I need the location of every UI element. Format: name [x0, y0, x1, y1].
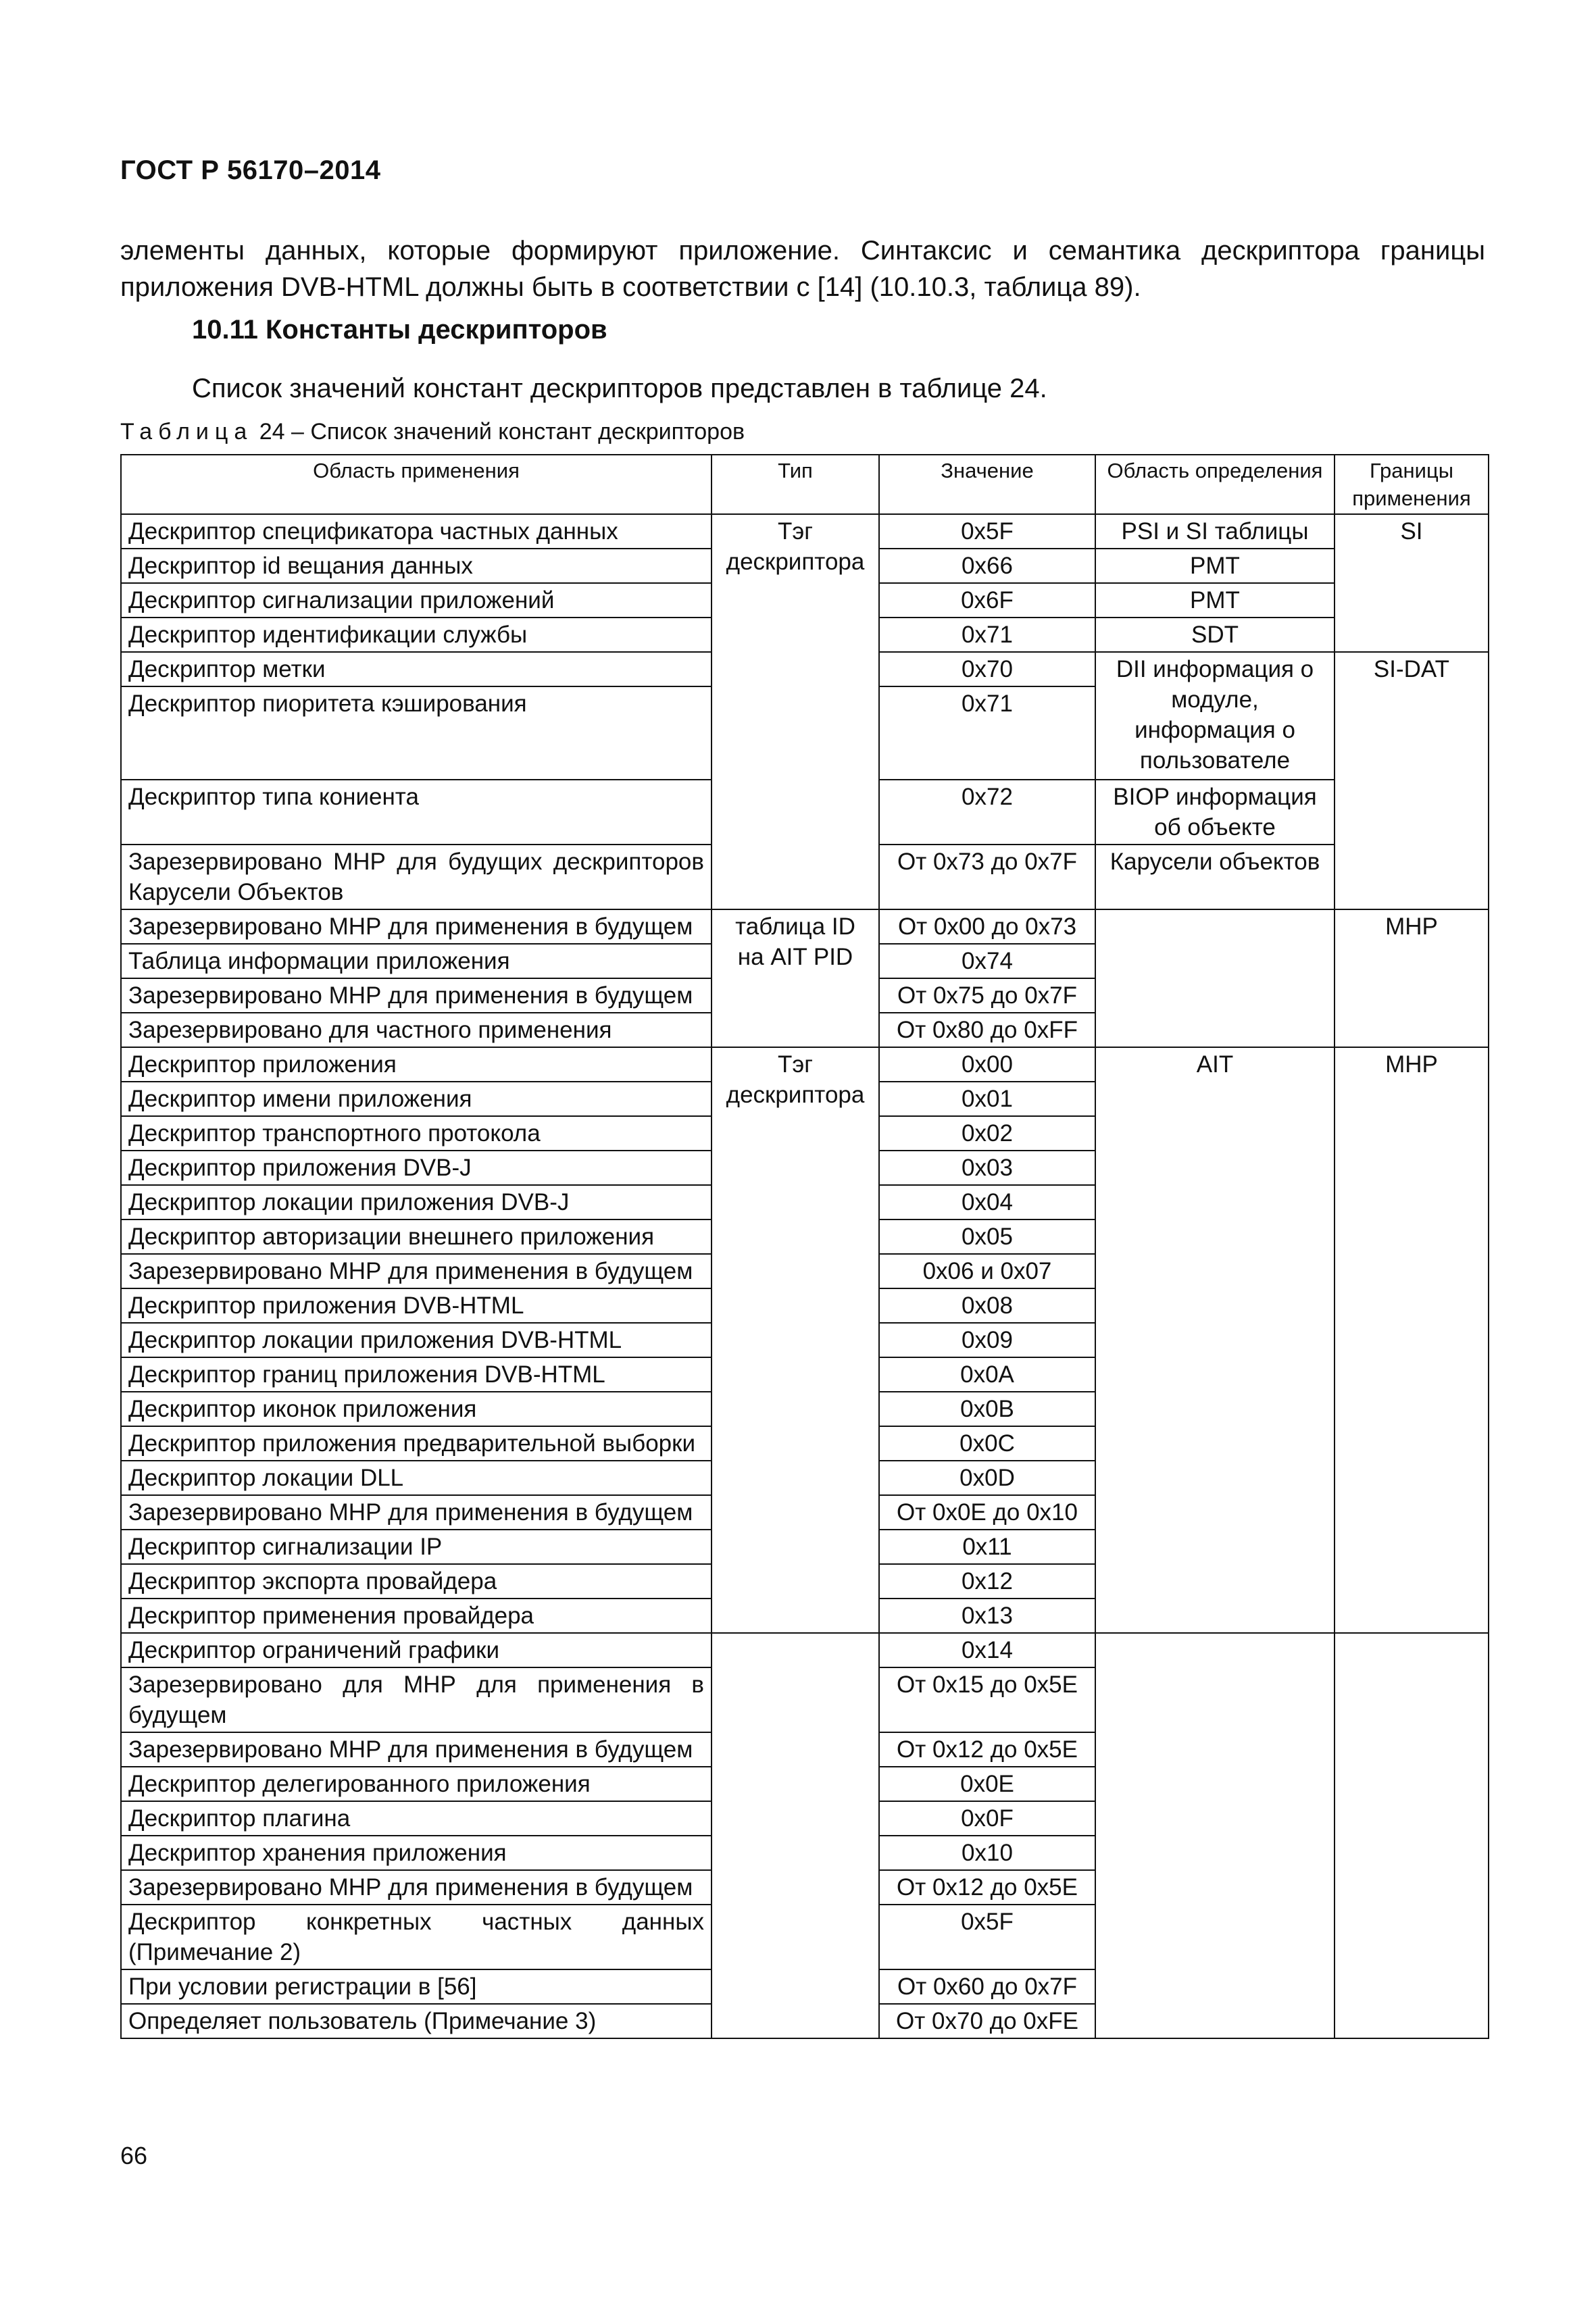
area-cell: Дескриптор хранения приложения — [121, 1836, 712, 1870]
value-cell: 0x6F — [879, 583, 1095, 618]
area-cell: Дескриптор транспортного протокола — [121, 1116, 712, 1151]
area-cell: Дескриптор конкретных частных данных (Примечание 2) — [121, 1905, 712, 1969]
area-cell: Дескриптор приложения предварительной выборки — [121, 1426, 712, 1461]
area-cell: Зарезервировано МНР для применения в будущем — [121, 1732, 712, 1767]
table-row — [121, 909, 1489, 944]
area-cell: При условии регистрации в [56] — [121, 1969, 712, 2004]
area-cell: Дескриптор применения провайдера — [121, 1599, 712, 1633]
value-cell: От 0x70 до 0xFE — [879, 2004, 1095, 2038]
area-cell: Дескриптор приложения DVB-HTML — [121, 1288, 712, 1323]
value-cell: 0x13 — [879, 1599, 1095, 1633]
area-cell: Дескриптор типа кониента — [121, 780, 712, 845]
header-value: Значение — [879, 455, 1095, 514]
area-cell: Зарезервировано МНР для применения в будущем — [121, 978, 712, 1013]
value-cell: От 0x0E до 0x10 — [879, 1495, 1095, 1530]
area-cell: Дескриптор иконок приложения — [121, 1392, 712, 1426]
section-heading: 10.11 Константы дескрипторов — [192, 315, 607, 345]
bounds-cell: SI-DAT — [1335, 652, 1489, 909]
domain-cell: AIT — [1095, 1047, 1335, 1633]
area-cell: Дескриптор границ приложения DVB-HTML — [121, 1357, 712, 1392]
value-cell: От 0x12 до 0x5E — [879, 1732, 1095, 1767]
type-cell: Тэг дескриптора — [712, 1047, 879, 1633]
value-cell: 0x0C — [879, 1426, 1095, 1461]
area-cell: Дескриптор ограничений графики — [121, 1633, 712, 1667]
area-cell: Зарезервировано МНР для применения в будущем — [121, 1495, 712, 1530]
value-cell: 0x0B — [879, 1392, 1095, 1426]
value-cell: 0x74 — [879, 944, 1095, 978]
area-cell: Зарезервировано для МНР для применения в будущем — [121, 1667, 712, 1732]
value-cell: От 0x12 до 0x5E — [879, 1870, 1095, 1905]
value-cell: 0x0D — [879, 1461, 1095, 1495]
value-cell: 0x06 и 0x07 — [879, 1254, 1095, 1288]
area-cell: Дескриптор метки — [121, 652, 712, 686]
value-cell: 0x71 — [879, 618, 1095, 652]
area-cell: Дескриптор экспорта провайдера — [121, 1564, 712, 1599]
value-cell: 0x08 — [879, 1288, 1095, 1323]
value-cell: От 0x73 до 0x7F — [879, 845, 1095, 909]
value-cell: 0x11 — [879, 1530, 1095, 1564]
value-cell: 0x09 — [879, 1323, 1095, 1357]
table-row — [121, 1047, 1489, 1082]
area-cell: Дескриптор локации DLL — [121, 1461, 712, 1495]
bounds-cell: MHP — [1335, 909, 1489, 1047]
type-cell: таблица ID на AIT PID — [712, 909, 879, 1047]
value-cell: 0x5F — [879, 514, 1095, 549]
type-cell: Тэг дескриптора — [712, 514, 879, 909]
table-caption — [120, 419, 745, 445]
bounds-cell: MHP — [1335, 1047, 1489, 1633]
value-cell: От 0x60 до 0x7F — [879, 1969, 1095, 2004]
area-cell: Дескриптор приложения — [121, 1047, 712, 1082]
domain-cell: DII информация о модуле, информация о пользователе — [1095, 652, 1335, 780]
intro-paragraph: элементы данных, которые формируют приложение. Синтаксис и семантика дескриптора границы приложения DVB-HTML должны быть в соответствии с [14] (10.10.3, таблица 89). — [120, 236, 1485, 302]
value-cell: 0x66 — [879, 549, 1095, 583]
value-cell: 0x0E — [879, 1767, 1095, 1801]
area-cell: Дескриптор идентификации службы — [121, 618, 712, 652]
area-cell: Определяет пользователь (Примечание 3) — [121, 2004, 712, 2038]
area-cell: Дескриптор спецификатора частных данных — [121, 514, 712, 549]
domain-cell: BIOP информация об объекте — [1095, 780, 1335, 845]
area-cell: Зарезервировано для частного применения — [121, 1013, 712, 1047]
domain-cell: PSI и SI таблицы — [1095, 514, 1335, 549]
area-cell: Зарезервировано МНР для применения в будущем — [121, 1870, 712, 1905]
area-cell: Дескриптор локации приложения DVB-HTML — [121, 1323, 712, 1357]
domain-cell — [1095, 1633, 1335, 2038]
table-header-row — [121, 455, 1489, 514]
area-cell: Дескриптор авторизации внешнего приложения — [121, 1219, 712, 1254]
area-cell: Зарезервировано МНР для применения в будущем — [121, 909, 712, 944]
area-cell: Таблица информации приложения — [121, 944, 712, 978]
domain-cell — [1095, 909, 1335, 1047]
bounds-cell — [1335, 1633, 1489, 2038]
domain-cell: SDT — [1095, 618, 1335, 652]
value-cell: От 0x75 до 0x7F — [879, 978, 1095, 1013]
value-cell: 0x12 — [879, 1564, 1095, 1599]
value-cell: 0x05 — [879, 1219, 1095, 1254]
header-domain: Область определения — [1095, 455, 1335, 514]
domain-cell: Карусели объектов — [1095, 845, 1335, 909]
value-cell: От 0x15 до 0x5E — [879, 1667, 1095, 1732]
table-caption-label: Таблица — [120, 419, 253, 445]
table-row — [121, 514, 1489, 549]
area-cell: Дескриптор локации приложения DVB-J — [121, 1185, 712, 1219]
value-cell: От 0x00 до 0x73 — [879, 909, 1095, 944]
section-paragraph: Список значений констант дескрипторов представлен в таблице 24. — [192, 374, 1047, 403]
value-cell: 0x02 — [879, 1116, 1095, 1151]
value-cell: 0x10 — [879, 1836, 1095, 1870]
header-bounds: Границы применения — [1335, 455, 1489, 514]
value-cell: 0x70 — [879, 652, 1095, 686]
value-cell: 0x14 — [879, 1633, 1095, 1667]
area-cell: Дескриптор id вещания данных — [121, 549, 712, 583]
value-cell: 0x03 — [879, 1151, 1095, 1185]
value-cell: 0x04 — [879, 1185, 1095, 1219]
page-number: 66 — [120, 2142, 148, 2169]
area-cell: Дескриптор делегированного приложения — [121, 1767, 712, 1801]
value-cell: 0x5F — [879, 1905, 1095, 1969]
area-cell: Дескриптор сигнализации IP — [121, 1530, 712, 1564]
descriptor-constants-table — [120, 454, 1489, 2039]
domain-cell: PMT — [1095, 583, 1335, 618]
area-cell: Дескриптор пиоритета кэширования — [121, 686, 712, 780]
domain-cell: PMT — [1095, 549, 1335, 583]
area-cell: Дескриптор имени приложения — [121, 1082, 712, 1116]
table-row — [121, 1633, 1489, 1667]
area-cell: Дескриптор сигнализации приложений — [121, 583, 712, 618]
header-type: Тип — [712, 455, 879, 514]
type-cell — [712, 1633, 879, 2038]
bounds-cell: SI — [1335, 514, 1489, 652]
area-cell: Дескриптор плагина — [121, 1801, 712, 1836]
value-cell: 0x00 — [879, 1047, 1095, 1082]
value-cell: 0x72 — [879, 780, 1095, 845]
value-cell: 0x0F — [879, 1801, 1095, 1836]
header-area: Область применения — [121, 455, 712, 514]
document-code: ГОСТ Р 56170–2014 — [120, 155, 381, 185]
value-cell: 0x01 — [879, 1082, 1095, 1116]
table-caption-text: 24 – Список значений констант дескрипторов — [253, 419, 745, 445]
value-cell: 0x0A — [879, 1357, 1095, 1392]
value-cell: 0x71 — [879, 686, 1095, 780]
area-cell: Зарезервировано МНР для будущих дескрипторов Карусели Объектов — [121, 845, 712, 909]
area-cell: Зарезервировано МНР для применения в будущем — [121, 1254, 712, 1288]
area-cell: Дескриптор приложения DVB-J — [121, 1151, 712, 1185]
value-cell: От 0x80 до 0xFF — [879, 1013, 1095, 1047]
